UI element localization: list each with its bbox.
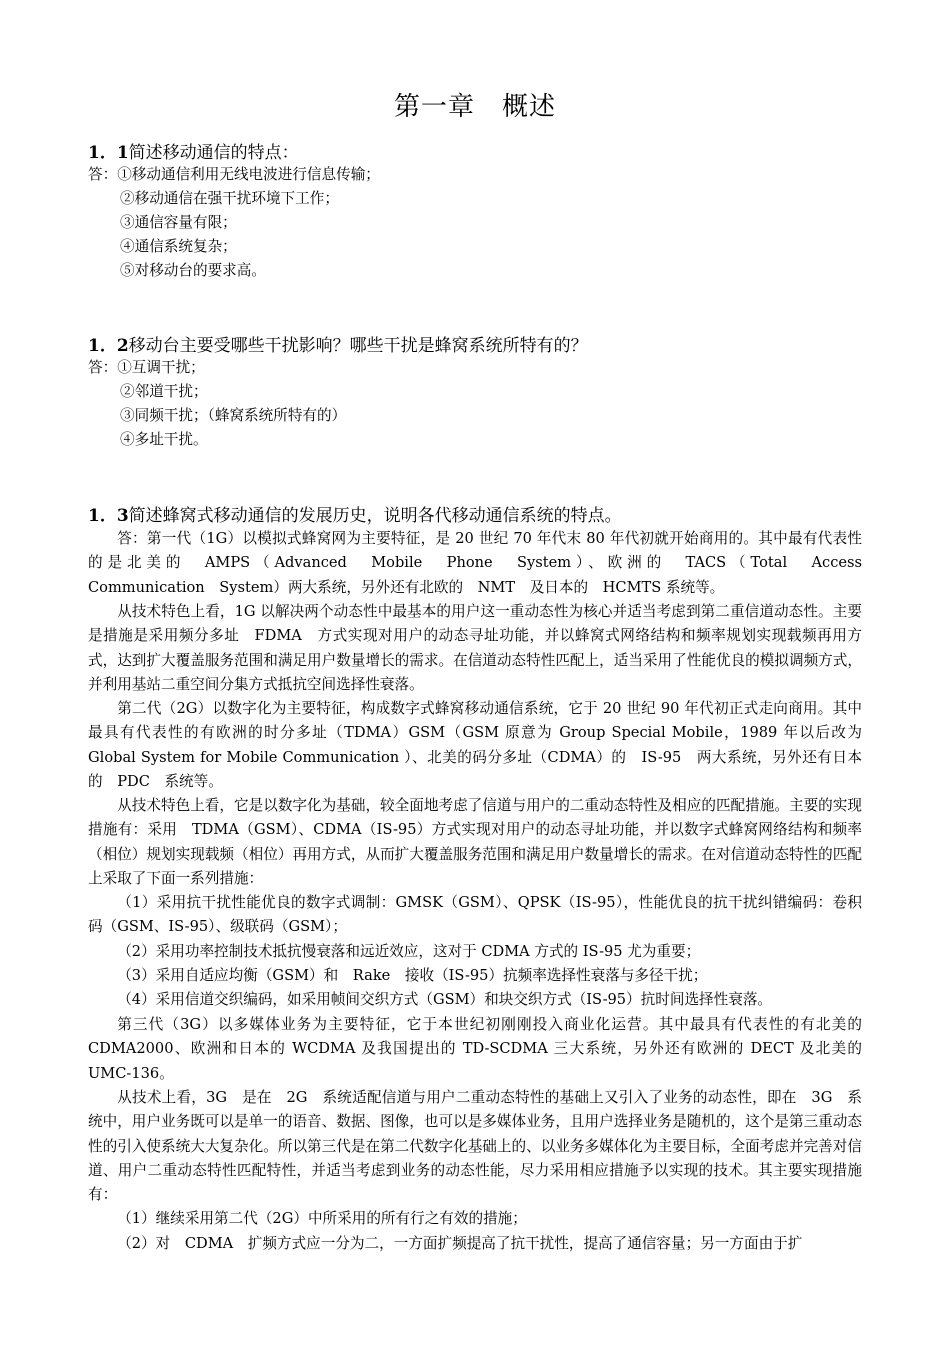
- q1-answer-line: 答：①移动通信利用无线电波进行信息传输；: [88, 166, 380, 183]
- q1-answer-line: ②移动通信在强干扰环境下工作；: [120, 190, 339, 207]
- q3-paragraph: （2）对 CDMA 扩频方式应一分为二，一方面扩频提高了抗干扰性，提高了通信容量；另一方面由于扩: [117, 1235, 803, 1252]
- question-3-heading: [88, 501, 622, 526]
- chapter-title: 第一章 概述: [393, 92, 556, 122]
- question-1-title: 简述移动通信的特点：: [128, 143, 299, 163]
- q1-answer-line: ⑤对移动台的要求高。: [120, 262, 266, 279]
- q2-answer-line: 答：①互调干扰；: [88, 359, 205, 376]
- question-3-number: 1．3: [88, 506, 129, 526]
- question-1-heading: [88, 138, 299, 163]
- q3-paragraph: 第二代（2G）以数字化为主要特征，构成数字式蜂窝移动通信系统，它于 20 世纪 90 年代初正式走向商用。其中最具有代表性的有欧洲的时分多址（TDMA）GSM（GSM 原意为 Group Special Mobile，1989 年以后改为 Global System for Mobile Communication ）、北美的码分多址（CDMA）的 IS-95 两大系统，另外还有日本的 PDC 系统等。: [88, 700, 862, 790]
- question-2-heading: [88, 331, 588, 356]
- q2-answer-line: ④多址干扰。: [120, 431, 208, 448]
- question-2-title: 移动台主要受哪些干扰影响？哪些干扰是蜂窝系统所特有的？: [128, 336, 588, 356]
- q3-paragraph: （1）采用抗干扰性能优良的数字式调制：GMSK（GSM）、QPSK（IS-95），性能优良的抗干扰纠错编码：卷积码（GSM、IS-95）、级联码（GSM）；: [88, 894, 862, 936]
- q3-paragraph: 答：第一代（1G）以模拟式蜂窝网为主要特征，是 20 世纪 70 年代末 80 年代初就开始商用的。其中最有代表性的是北美的 AMPS（Advanced Mobile Phone System）、欧洲的 TACS（Total Access Communication System）两大系统，另外还有北欧的 NMT 及日本的 HCMTS 系统等。: [88, 530, 877, 596]
- q3-paragraph: （1）继续采用第二代（2G）中所采用的所有行之有效的措施；: [117, 1210, 527, 1227]
- q3-paragraph: 从技术特色上看，1G 以解决两个动态性中最基本的用户这一重动态性为核心并适当考虑到第二重信道动态性。主要是措施是采用频分多址 FDMA 方式实现对用户的动态寻址功能，并以蜂窝式网络结构和频率规划实现载频再用方式，达到扩大覆盖服务范围和满足用户数量增长的需求。在信道动态特性匹配上，适当采用了性能优良的模拟调频方式，并利用基站二重空间分集方式抵抗空间选择性衰落。: [88, 603, 862, 693]
- q1-answer-line: ③通信容量有限；: [120, 214, 237, 231]
- q2-answer-line: ③同频干扰；（蜂窝系统所特有的）: [120, 407, 347, 424]
- q3-paragraph: 从技术上看，3G 是在 2G 系统适配信道与用户二重动态特性的基础上又引入了业务的动态性，即在 3G 系统中，用户业务既可以是单一的语音、数据、图像，也可以是多媒体业务，且用户选择业务是随机的，这个是第三重动态性的引入使系统大大复杂化。所以第三代是在第二代数字化基础上的、以业务多媒体化为主要目标，全面考虑并完善对信道、用户二重动态特性匹配特性，并适当考虑到业务的动态性能，尽力采用相应措施予以实现的技术。其主要实现措施有：: [88, 1089, 862, 1204]
- q2-answer-line: ②邻道干扰；: [120, 383, 208, 400]
- q3-paragraph: （2）采用功率控制技术抵抗慢衰落和远近效应，这对于 CDMA 方式的 IS-95 尤为重要；: [117, 943, 701, 960]
- q3-paragraph: （4）采用信道交织编码，如采用帧间交织方式（GSM）和块交织方式（IS-95）抗时间选择性衰落。: [117, 991, 773, 1008]
- q1-answer-line: ④通信系统复杂；: [120, 238, 237, 255]
- question-1-number: 1．1: [88, 143, 129, 163]
- question-2-number: 1．2: [88, 336, 129, 356]
- q3-paragraph: 第三代（3G）以多媒体业务为主要特征，它于本世纪初刚刚投入商业化运营。其中最具有代表性的有北美的 CDMA2000、欧洲和日本的 WCDMA 及我国提出的 TD-SCDMA 三大系统，另外还有欧洲的 DECT 及北美的 UMC-136。: [88, 1016, 862, 1082]
- q3-paragraph: 从技术特色上看，它是以数字化为基础，较全面地考虑了信道与用户的二重动态特性及相应的匹配措施。主要的实现措施有：采用 TDMA（GSM）、CDMA（IS-95）方式实现对用户的动态寻址功能，并以数字式蜂窝网络结构和频率（相位）规划实现载频（相位）再用方式，从而扩大覆盖服务范围和满足用户数量增长的需求。在对信道动态特性的匹配上采取了下面一系列措施：: [88, 797, 862, 887]
- question-3-title: 简述蜂窝式移动通信的发展历史，说明各代移动通信系统的特点。: [128, 506, 622, 526]
- q3-paragraph: （3）采用自适应均衡（GSM）和 Rake 接收（IS-95）抗频率选择性衰落与多径干扰；: [117, 967, 708, 984]
